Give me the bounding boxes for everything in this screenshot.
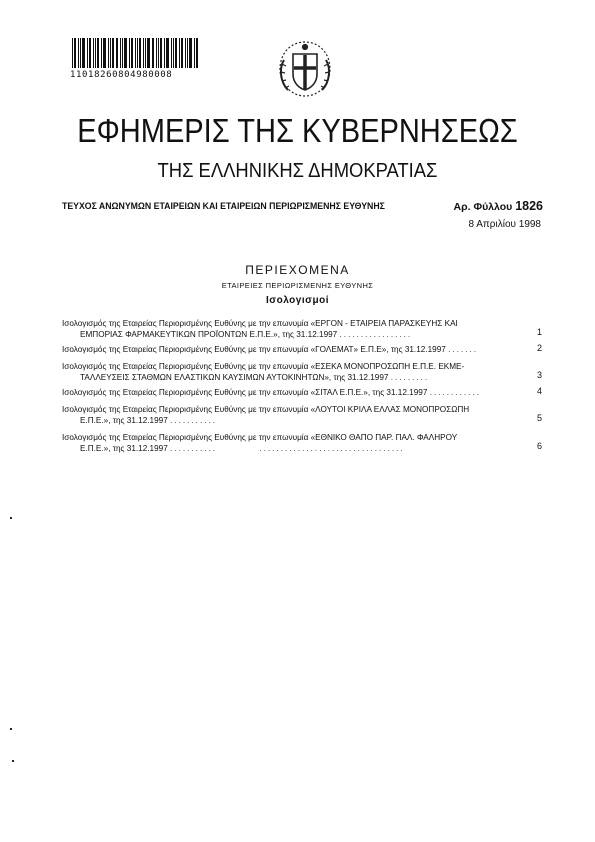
issue-type: ΤΕΥΧΟΣ ΑΝΩΝΥΜΩΝ ΕΤΑΙΡΕΙΩΝ ΚΑΙ ΕΤΑΙΡΕΙΩΝ ΠΕΡΙΩΡΙΣΜΕΝΗΣ ΕΥΘΥΝΗΣ <box>62 201 385 211</box>
entry-page-2: 2 <box>537 343 543 353</box>
barcode-bar <box>131 38 133 68</box>
entry-line-2: Ε.Π.Ε.», της 31.12.1997 <box>80 416 168 425</box>
barcode-bar <box>87 38 88 68</box>
contents-title: ΠΕΡΙΕΧΟΜΕΝΑ <box>245 263 350 277</box>
contents-entry-5: Ισολογισμός της Εταιρείας Περιορισμένης Ευθύνης με την επωνυμία «ΛΟΥΤΟΙ ΚΡΙΛΑ ΕΛΛΑΣ ΜΟΝΟΠΡΟΣΩΠΗ Ε.Π.Ε.», της 31.12.1997 ........... <box>62 404 532 426</box>
barcode-bar <box>72 38 73 68</box>
entry-page-4: 4 <box>537 386 543 396</box>
barcode-bar <box>187 38 188 68</box>
coat-of-arms-emblem <box>274 38 336 100</box>
entry-line-1: Ισολογισμός της Εταιρείας Περιορισμένης Ευθύνης με την επωνυμία «ΕΘΝΙΚΟ ΘΑΠΟ ΠΑΡ. ΠΑΛ. ΦΑΛΗΡΟΥ <box>62 433 458 442</box>
entry-page-5: 5 <box>537 413 543 423</box>
barcode-bar <box>171 38 172 68</box>
barcode-bar <box>135 38 136 68</box>
scan-speck <box>10 728 12 730</box>
barcode-bar <box>129 38 130 68</box>
contents-entry-1: Ισολογισμός της Εταιρείας Περιορισμένης Ευθύνης με την επωνυμία «ΕΡΓΟΝ - ΕΤΑΙΡΕΙΑ ΠΑΡΑΣΚΕΥΗΣ ΚΑΙ ΕΜΠΟΡΙΑΣ ΦΑΡΜΑΚΕΥΤΙΚΩΝ ΠΡΟΪΟΝΤΩΝ Ε.Π.Ε.», της 31.12.1997 ................. <box>62 318 532 340</box>
barcode-bar <box>82 38 85 68</box>
barcode-bar <box>179 38 180 68</box>
contents-entry-2: Ισολογισμός της Εταιρείας Περιορισμένης Ευθύνης με την επωνυμία «ΓΟΛΕΜΑΤ» Ε.Π.Ε», της 31.12.1997 ....... <box>62 345 479 354</box>
barcode-bar <box>147 38 150 68</box>
barcode-bar <box>175 38 177 68</box>
gazette-subtitle: ΤΗΣ ΕΛΛΗΝΙΚΗΣ ΔΗΜΟΚΡΑΤΙΑΣ <box>157 160 438 182</box>
barcode-bar <box>97 38 99 68</box>
sheet-number: 1826 <box>515 199 543 213</box>
barcode-bar <box>152 38 154 68</box>
barcode-bar <box>122 38 123 68</box>
barcode-bar <box>185 38 186 68</box>
barcode-bar <box>74 38 76 68</box>
barcode-bar <box>166 38 169 68</box>
entry-line-1: Ισολογισμός της Εταιρείας Περιορισμένης Ευθύνης με την επωνυμία «ΕΣΕΚΑ ΜΟΝΟΠΡΟΣΩΠΗ Ε.Π.Ε. ΕΚΜΕ- <box>62 362 465 371</box>
barcode-bar <box>158 38 159 68</box>
barcode-bar <box>120 38 121 68</box>
section-title: ΕΤΑΙΡΕΙΕΣ ΠΕΡΙΩΡΙΣΜΕΝΗΣ ΕΥΘΥΝΗΣ <box>221 281 374 290</box>
barcode-bar <box>164 38 165 68</box>
barcode-bar <box>181 38 183 68</box>
barcode-bar <box>101 38 102 68</box>
barcode-bar <box>112 38 114 68</box>
barcode <box>72 38 210 68</box>
barcode-bar <box>116 38 118 68</box>
entry-page-6: 6 <box>537 441 543 451</box>
barcode-bar <box>189 38 192 68</box>
entry-line-1: Ισολογισμός της Εταιρείας Περιορισμένης Ευθύνης με την επωνυμία «ΛΟΥΤΟΙ ΚΡΙΛΑ ΕΛΛΑΣ ΜΟΝΟΠΡΟΣΩΠΗ <box>62 405 470 414</box>
barcode-bar <box>173 38 174 68</box>
barcode-bar <box>145 38 146 68</box>
entry-page-3: 3 <box>537 370 543 380</box>
subsection-title: Ισολογισμοί <box>266 295 329 306</box>
entry-line-1: Ισολογισμός της Εταιρείας Περιορισμένης Ευθύνης με την επωνυμία «ΕΡΓΟΝ - ΕΤΑΙΡΕΙΑ ΠΑΡΑΣΚΕΥΗΣ ΚΑΙ <box>62 319 458 328</box>
issue-line <box>62 199 543 213</box>
scan-speck <box>12 760 14 762</box>
barcode-bar <box>156 38 157 68</box>
entry-line-1: Ισολογισμός της Εταιρείας Περιορισμένης Ευθύνης με την επωνυμία «ΣΙΤΑΛ Ε.Π.Ε.», της 31.12.1997 <box>62 388 428 397</box>
scan-speck <box>10 517 12 519</box>
barcode-bar <box>89 38 91 68</box>
entry-page-1: 1 <box>537 327 543 337</box>
barcode-bar <box>160 38 162 68</box>
barcode-bar <box>137 38 138 68</box>
entry-line-2: ΕΜΠΟΡΙΑΣ ΦΑΡΜΑΚΕΥΤΙΚΩΝ ΠΡΟΪΟΝΤΩΝ Ε.Π.Ε.», της 31.12.1997 <box>80 330 338 339</box>
contents-entry-6: Ισολογισμός της Εταιρείας Περιορισμένης Ευθύνης με την επωνυμία «ΕΘΝΙΚΟ ΘΑΠΟ ΠΑΡ. ΠΑΛ. ΦΑΛΗΡΟΥ Ε.Π.Ε.», της 31.12.1997 ........... .................................. <box>62 432 532 454</box>
barcode-bar <box>78 38 79 68</box>
barcode-bar <box>139 38 141 68</box>
barcode-bar <box>110 38 111 68</box>
sheet-label: Αρ. Φύλλου <box>453 201 513 213</box>
barcode-bar <box>108 38 109 68</box>
barcode-bar <box>103 38 106 68</box>
entry-line-1: Ισολογισμός της Εταιρείας Περιορισμένης Ευθύνης με την επωνυμία «ΓΟΛΕΜΑΤ» Ε.Π.Ε», της 31.12.1997 <box>62 345 446 354</box>
entry-line-2: Ε.Π.Ε.», της 31.12.1997 <box>80 444 168 453</box>
sheet-number-block <box>454 199 543 213</box>
issue-date: 8 Απριλίου 1998 <box>468 219 541 230</box>
barcode-bar <box>124 38 127 68</box>
barcode-bar <box>93 38 94 68</box>
barcode-bar <box>143 38 144 68</box>
contents-entry-3: Ισολογισμός της Εταιρείας Περιορισμένης Ευθύνης με την επωνυμία «ΕΣΕΚΑ ΜΟΝΟΠΡΟΣΩΠΗ Ε.Π.Ε. ΕΚΜΕ- ΤΑΛΛΕΥΣΕΙΣ ΣΤΑΘΜΩΝ ΕΛΑΣΤΙΚΩΝ ΚΑΥΣΙΜΩΝ ΑΥΤΟΚΙΝΗΤΩΝ», της 31.12.1997 ......... <box>62 361 532 383</box>
barcode-bar <box>95 38 96 68</box>
barcode-bar <box>80 38 81 68</box>
gazette-title: ΕΦΗΜΕΡΙΣ ΤΗΣ ΚΥΒΕΡΝΗΣΕΩΣ <box>77 112 518 149</box>
barcode-bar <box>196 38 198 68</box>
entry-line-2: ΤΑΛΛΕΥΣΕΙΣ ΣΤΑΘΜΩΝ ΕΛΑΣΤΙΚΩΝ ΚΑΥΣΙΜΩΝ ΑΥΤΟΚΙΝΗΤΩΝ», της 31.12.1997 <box>80 373 389 382</box>
barcode-bar <box>194 38 195 68</box>
barcode-number: 11018260804980008 <box>70 70 173 80</box>
contents-entry-4: Ισολογισμός της Εταιρείας Περιορισμένης Ευθύνης με την επωνυμία «ΣΙΤΑΛ Ε.Π.Ε.», της 31.12.1997 ............ <box>62 388 481 397</box>
